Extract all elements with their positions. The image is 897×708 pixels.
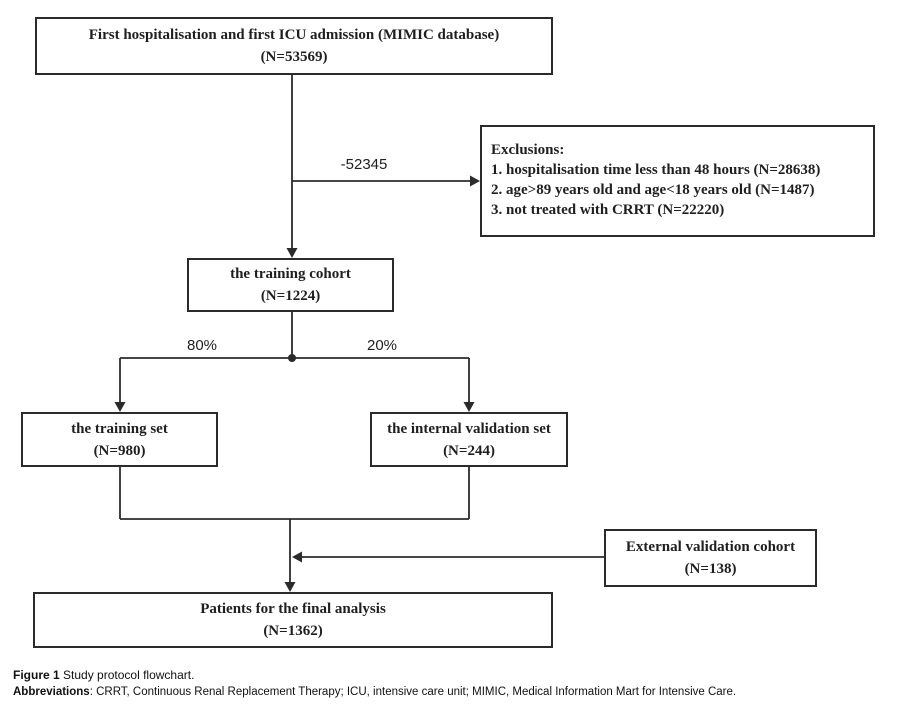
node-exclusions-item-2: 2. age>89 years old and age<18 years old (N=1487) — [491, 182, 815, 198]
node-exclusions — [480, 125, 875, 237]
node-final-analysis-line2: (N=1362) — [263, 623, 323, 639]
node-final-analysis — [33, 592, 553, 648]
figure-caption — [13, 668, 883, 700]
split-junction-dot — [288, 354, 296, 362]
arrowhead-left-external — [292, 552, 302, 563]
node-source-line1: First hospitalisation and first ICU admission (MIMIC database) — [88, 27, 500, 43]
node-internal-validation-set — [370, 412, 568, 467]
node-training-set — [21, 412, 218, 467]
caption-abbreviations-text: : CRRT, Continuous Renal Replacement Therapy; ICU, intensive care unit; MIMIC, Medical Information Mart for Intensive Care. — [89, 686, 737, 698]
node-internal-validation-line1: the internal validation set — [387, 420, 551, 437]
node-exclusions-item-1: 1. hospitalisation time less than 48 hours (N=28638) — [491, 162, 821, 178]
node-exclusions-item-3: 3. not treated with CRRT (N=22220) — [491, 202, 725, 218]
arrowhead-down-training-cohort — [287, 248, 298, 258]
arrowhead-down-internal-validation — [464, 402, 475, 412]
node-external-validation-line2: (N=138) — [684, 561, 737, 577]
node-final-analysis-line1: Patients for the final analysis — [200, 601, 386, 617]
caption-figure-label: Figure 1 — [13, 668, 60, 682]
node-training-set-line1: the training set — [71, 420, 168, 437]
caption-line-2 — [13, 685, 883, 700]
caption-figure-text: Study protocol flowchart. — [63, 668, 195, 682]
arrowhead-down-training-set — [115, 402, 126, 412]
node-exclusions-title: Exclusions: — [491, 142, 565, 158]
node-source-line2: (N=53569) — [260, 49, 328, 65]
node-external-validation-line1: External validation cohort — [625, 539, 796, 555]
node-training-set-line2: (N=980) — [93, 442, 146, 459]
arrowhead-right-exclusions — [470, 176, 480, 187]
node-training-cohort-line2: (N=1224) — [260, 288, 321, 304]
node-training-cohort — [187, 258, 394, 312]
edge-label-train-split: 80% — [186, 337, 218, 354]
edge-label-excluded-count: -52345 — [340, 156, 388, 173]
node-training-cohort-line1: the training cohort — [230, 266, 351, 282]
arrowhead-down-final — [285, 582, 296, 592]
node-source — [35, 17, 553, 75]
caption-abbreviations-label: Abbreviations — [13, 686, 90, 698]
node-external-validation-cohort — [604, 529, 817, 587]
edge-label-validation-split: 20% — [366, 337, 398, 354]
caption-line-1 — [13, 668, 883, 683]
node-internal-validation-line2: (N=244) — [443, 442, 495, 459]
